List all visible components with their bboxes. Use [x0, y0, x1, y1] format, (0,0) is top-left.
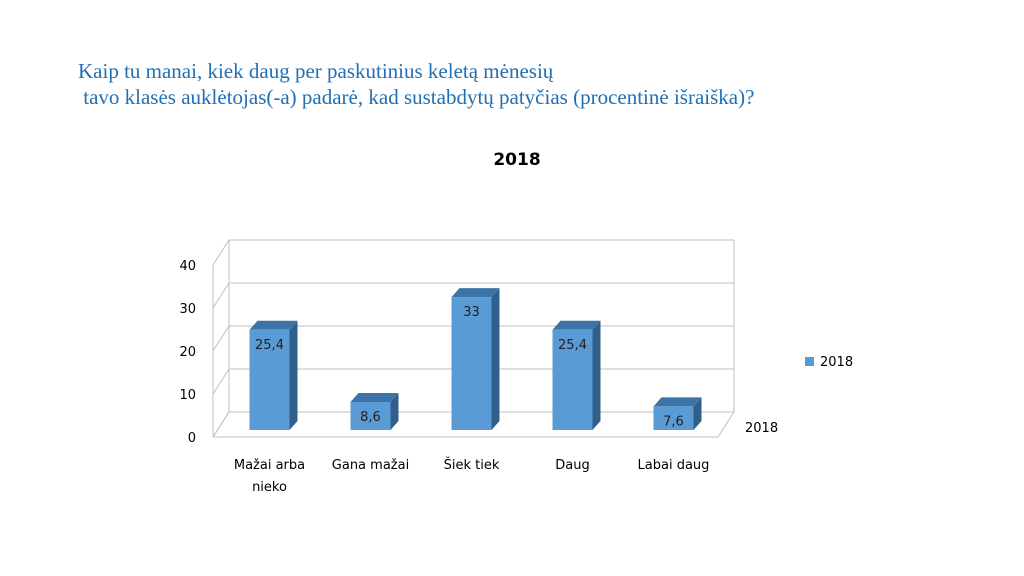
bar-side-3: [593, 321, 601, 430]
data-label-3: 25,4: [558, 337, 587, 353]
y-tick-label-10: 10: [179, 388, 196, 403]
bar-top-4: [654, 397, 702, 406]
bar-group-0: [250, 321, 298, 430]
y-tick-label-40: 40: [179, 259, 196, 274]
x-axis-labels: [234, 457, 710, 495]
x-tick-label-4: [638, 458, 710, 473]
bar-group-2: [452, 288, 500, 430]
bar-group-3: [553, 321, 601, 430]
chart-bars: [250, 288, 702, 430]
x-tick-label-0: [234, 458, 305, 495]
y-tick-label-0: 0: [187, 431, 196, 446]
x-tick-label-line: nieko: [252, 480, 287, 495]
y-tick-label-30: 30: [179, 302, 196, 317]
gridline-40: [213, 240, 734, 265]
bar-top-3: [553, 321, 601, 330]
bar-side-2: [492, 288, 500, 430]
bar-top-0: [250, 321, 298, 330]
floor-right-edge: [718, 412, 734, 437]
chart-legend: [805, 355, 853, 370]
data-label-4: 7,6: [663, 414, 684, 430]
y-tick-label-20: 20: [179, 345, 196, 360]
slide-title-line-2: tavo klasės auklėtojas(-a) padarė, kad sustabdytų patyčias (procentinė išraiška)?: [78, 85, 755, 109]
bar-group-1: [351, 393, 399, 430]
data-label-2: 33: [463, 305, 480, 321]
legend-swatch-2018: [805, 357, 814, 366]
depth-axis-label: 2018: [745, 421, 779, 436]
x-tick-label-line: Mažai arba: [233, 458, 306, 473]
x-tick-label-2: [444, 457, 500, 473]
slide-title-line-1: Kaip tu manai, kiek daug per paskutinius keletą mėnesių: [78, 59, 554, 83]
x-tick-label-line: Labai daug: [637, 458, 710, 473]
x-tick-label-line: Daug: [555, 458, 590, 473]
legend-label-2018: 2018: [820, 355, 854, 370]
x-tick-label-line: Gana mažai: [331, 458, 410, 473]
x-tick-label-3: [555, 458, 589, 473]
y-axis-ticks: [179, 259, 196, 446]
chart-title: 2018: [493, 150, 541, 170]
x-tick-label-line: Šiek tiek: [443, 458, 500, 473]
x-tick-label-1: [332, 458, 409, 473]
bar-top-1: [351, 393, 399, 402]
data-label-0: 25,4: [255, 337, 284, 353]
bar-top-2: [452, 288, 500, 297]
data-label-1: 8,6: [360, 410, 381, 426]
bar-side-0: [290, 321, 298, 430]
bar-group-4: [654, 397, 702, 430]
